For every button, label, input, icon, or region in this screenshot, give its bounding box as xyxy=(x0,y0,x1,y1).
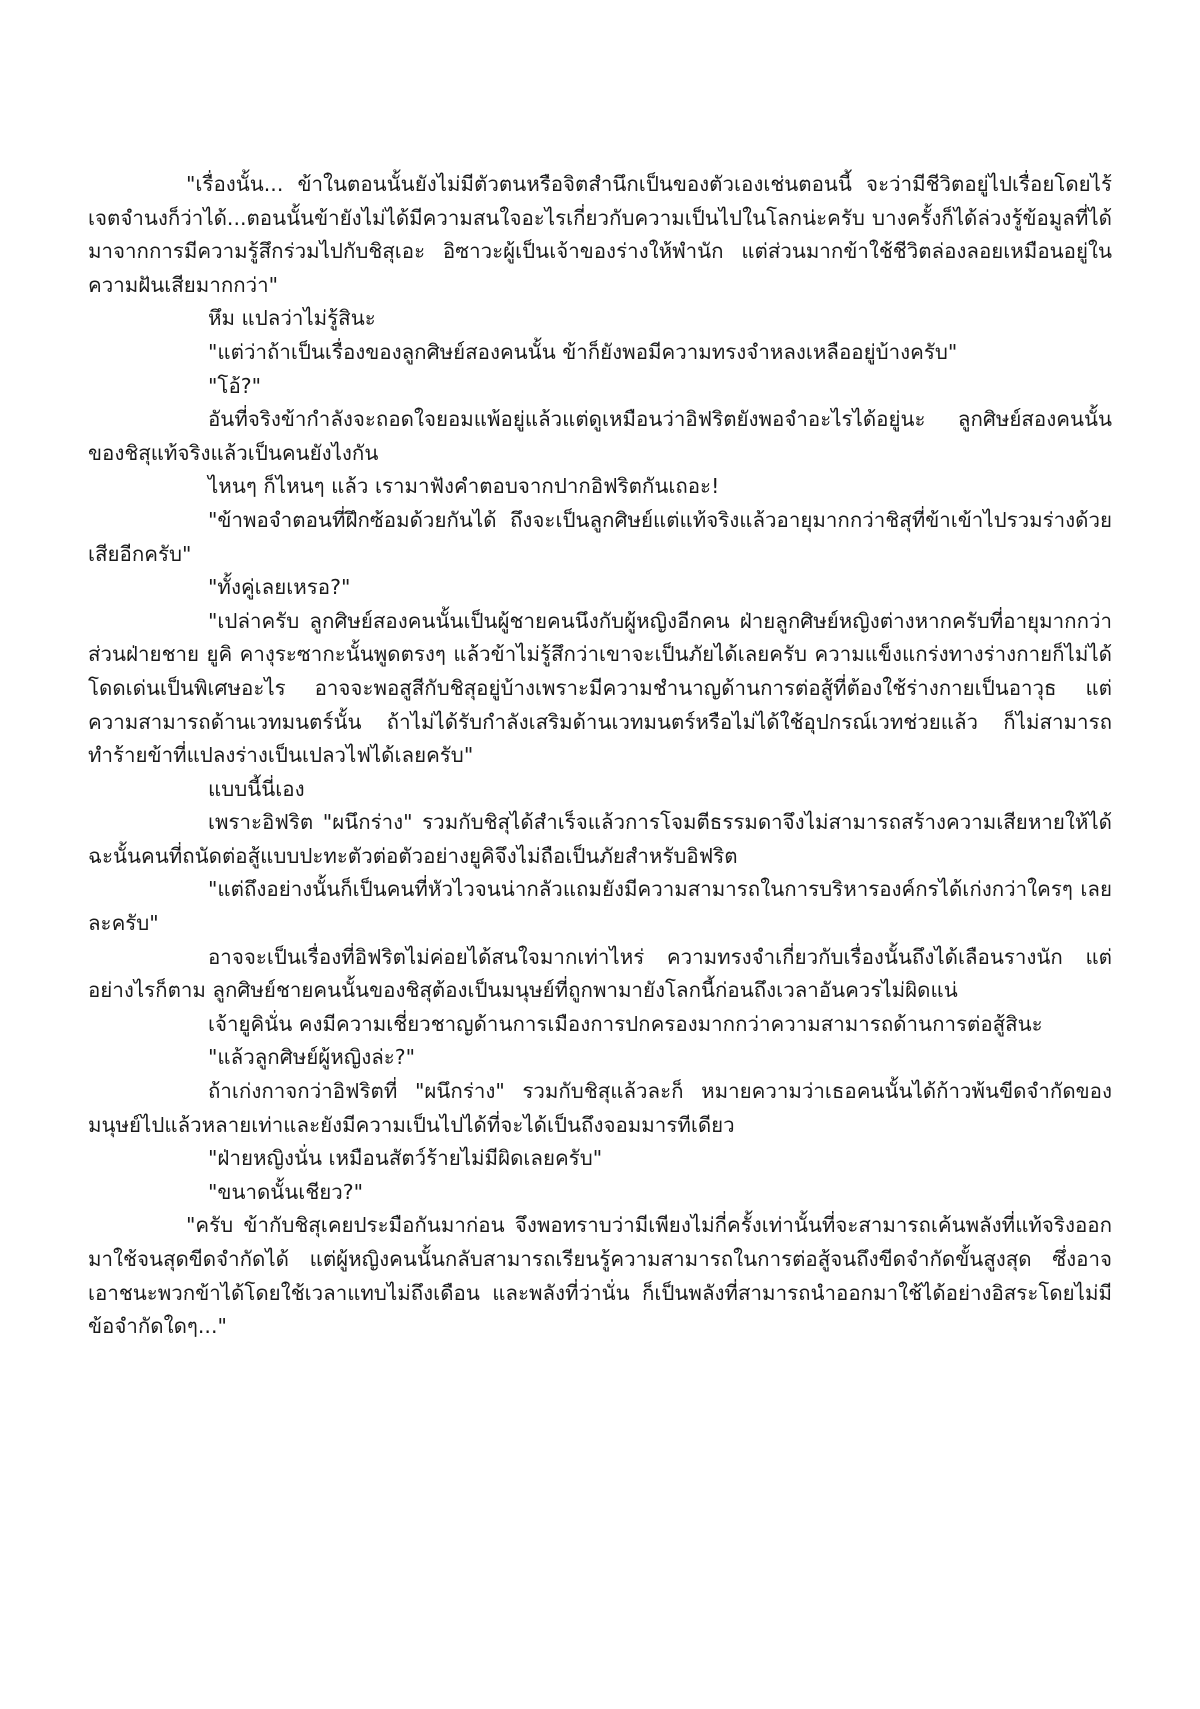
document-page xyxy=(88,168,1112,1344)
paragraph-8: "ทั้งคู่เลยเหรอ?" xyxy=(208,575,351,600)
paragraph-19: "ครับ ข้ากับชิสุเคยประมือกันมาก่อน จึงพอทราบว่ามีเพียงไม่กี่ครั้งเท่านั้นที่จะสามารถเค้นพลังที่แท้จริงออกมาใช้จนสุดขีดจำกัดได้ แต่ผู้หญิงคนนั้นกลับสามารถเรียนรู้ความสามารถในการต่อสู้จนถึงขีดจำกัดขั้นสูงสุด ซึ่งอาจเอาชนะพวกข้าได้โดยใช้เวลาแทบไม่ถึงเดือน และพลังที่ว่านั่น ก็เป็นพลังที่สามารถนำออกมาใช้ได้อย่างอิสระโดยไม่มีข้อจำกัดใดๆ..." xyxy=(88,1213,1112,1339)
paragraph-7: "ข้าพอจำตอนที่ฝึกซ้อมด้วยกันได้ ถึงจะเป็นลูกศิษย์แต่แท้จริงแล้วอายุมากกว่าชิสุที่ข้าเข้าไปรวมร่างด้วยเสียอีกครับ" xyxy=(88,507,1112,566)
paragraph-18: "ขนาดนั้นเชียว?" xyxy=(208,1179,364,1204)
paragraph-10: แบบนี้นี่เอง xyxy=(208,776,305,801)
paragraph-6: ไหนๆ ก็ไหนๆ แล้ว เรามาฟังคำตอบจากปากอิฟริตกันเถอะ! xyxy=(208,474,720,499)
paragraph-9: "เปล่าครับ ลูกศิษย์สองคนนั้นเป็นผู้ชายคนนึงกับผู้หญิงอีกคน ฝ่ายลูกศิษย์หญิงต่างหากครับที่อายุมากกว่า ส่วนฝ่ายชาย ยูคิ คางุระซากะนั้นพูดตรงๆ แล้วข้าไม่รู้สึกว่าเขาจะเป็นภัยได้เลยครับ ความแข็งแกร่งทางร่างกายก็ไม่ได้โดดเด่นเป็นพิเศษอะไร อาจจะพอสูสีกับชิสุอยู่บ้างเพราะมีความชำนาญด้านการต่อสู้ที่ต้องใช้ร่างกายเป็นอาวุธ แต่ความสามารถด้านเวทมนตร์นั้น ถ้าไม่ได้รับกำลังเสริมด้านเวทมนตร์หรือไม่ได้ใช้อุปกรณ์เวทช่วยแล้ว ก็ไม่สามารถทำร้ายข้าที่แปลงร่างเป็นเปลวไฟได้เลยครับ" xyxy=(88,608,1112,768)
paragraph-4: "โอ้?" xyxy=(208,373,262,398)
paragraph-15: "แล้วลูกศิษย์ผู้หญิงล่ะ?" xyxy=(208,1045,416,1070)
paragraph-14: เจ้ายูคินั่น คงมีความเชี่ยวชาญด้านการเมืองการปกครองมากกว่าความสามารถด้านการต่อสู้สินะ xyxy=(208,1011,1043,1036)
paragraph-16: ถ้าเก่งกาจกว่าอิฟริตที่ "ผนึกร่าง" รวมกับชิสุแล้วละก็ หมายความว่าเธอคนนั้นได้ก้าวพ้นขีดจำกัดของมนุษย์ไปแล้วหลายเท่าและยังมีความเป็นไปได้ที่จะได้เป็นถึงจอมมารทีเดียว xyxy=(88,1079,1112,1137)
paragraph-13: อาจจะเป็นเรื่องที่อิฟริตไม่ค่อยได้สนใจมากเท่าไหร่ ความทรงจำเกี่ยวกับเรื่องนั้นถึงได้เลือนรางนัก แต่อย่างไรก็ตาม ลูกศิษย์ชายคนนั้นของชิสุต้องเป็นมนุษย์ที่ถูกพามายังโลกนี้ก่อนถึงเวลาอันควรไม่ผิดแน่ xyxy=(88,944,1112,1003)
paragraph-17: "ฝ่ายหญิงนั่น เหมือนสัตว์ร้ายไม่มีผิดเลยครับ" xyxy=(208,1146,603,1171)
paragraph-12: "แต่ถึงอย่างนั้นก็เป็นคนที่หัวไวจนน่ากลัวแถมยังมีความสามารถในการบริหารองค์กรได้เก่งกว่าใครๆ เลยละครับ" xyxy=(88,877,1112,936)
paragraph-5: อันที่จริงข้ากำลังจะถอดใจยอมแพ้อยู่แล้วแต่ดูเหมือนว่าอิฟริตยังพอจำอะไรได้อยู่นะ ลูกศิษย์สองคนนั้นของชิสุแท้จริงแล้วเป็นคนยังไงกัน xyxy=(88,407,1112,465)
paragraph-11: เพราะอิฟริต "ผนึกร่าง" รวมกับชิสุได้สำเร็จแล้วการโจมตีธรรมดาจึงไม่สามารถสร้างความเสียหายให้ได้ ฉะนั้นคนที่ถนัดต่อสู้แบบปะทะตัวต่อตัวอย่างยูคิจึงไม่ถือเป็นภัยสำหรับอิฟริต xyxy=(88,810,1112,868)
paragraph-3: "แต่ว่าถ้าเป็นเรื่องของลูกศิษย์สองคนนั้น ข้าก็ยังพอมีความทรงจำหลงเหลืออยู่บ้างครับ" xyxy=(208,339,958,364)
paragraph-2: หึม แปลว่าไม่รู้สินะ xyxy=(208,306,376,331)
paragraph-1: "เรื่องนั้น... ข้าในตอนนั้นยังไม่มีตัวตนหรือจิตสำนึกเป็นของตัวเองเช่นตอนนี้ จะว่ามีชีวิตอยู่ไปเรื่อยโดยไร้เจตจำนงก็ว่าได้...ตอนนั้นข้ายังไม่ได้มีความสนใจอะไรเกี่ยวกับความเป็นไปในโลกน่ะครับ บางครั้งก็ได้ล่วงรู้ข้อมูลที่ได้มาจากการมีความรู้สึกร่วมไปกับชิสุเอะ อิซาวะผู้เป็นเจ้าของร่างให้พำนัก แต่ส่วนมากข้าใช้ชีวิตล่องลอยเหมือนอยู่ในความฝันเสียมากกว่า" xyxy=(88,172,1112,297)
